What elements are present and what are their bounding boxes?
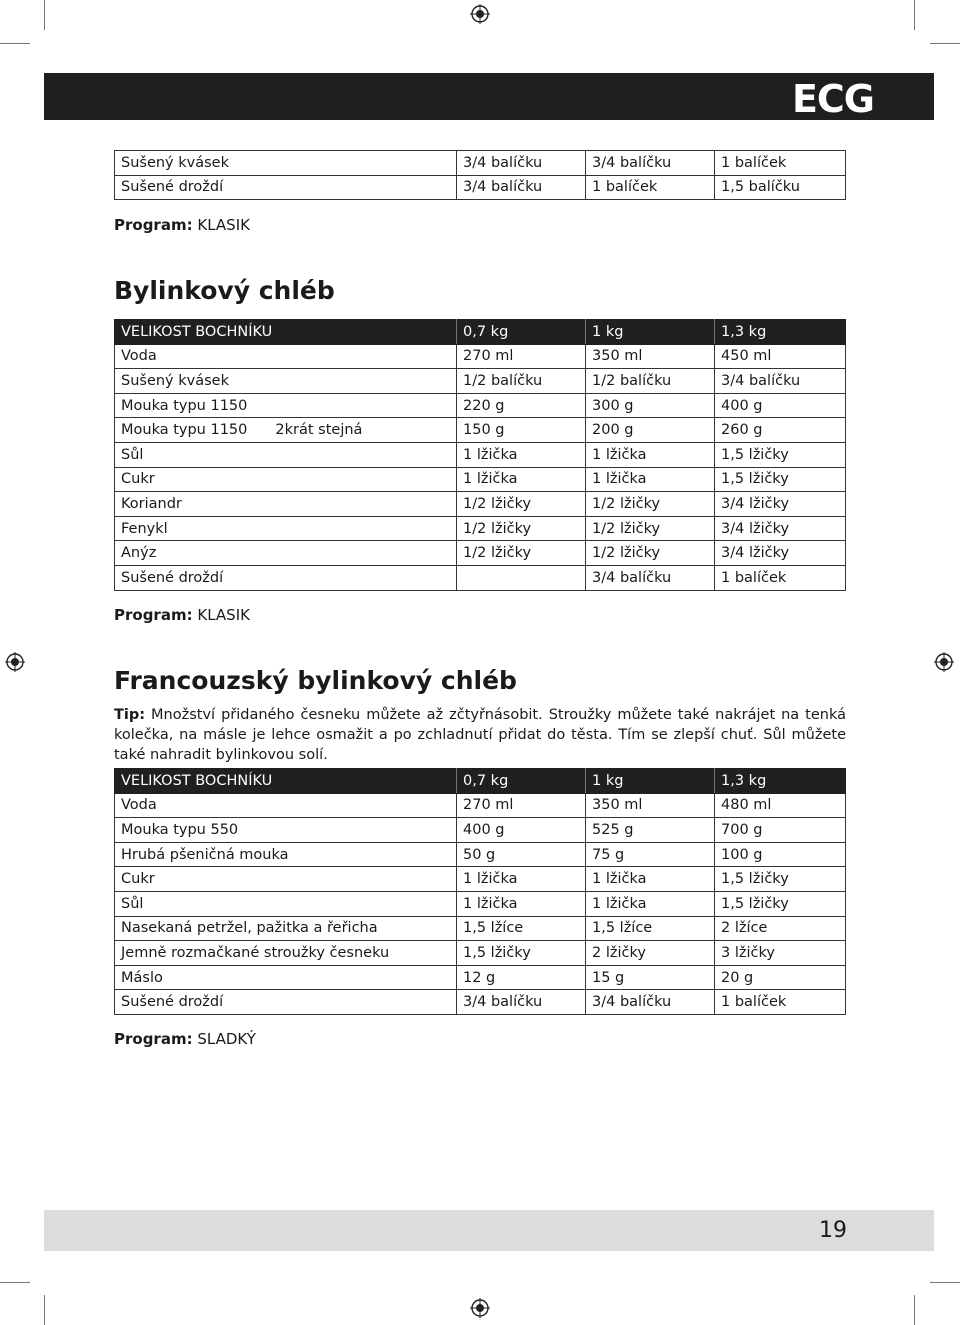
ingredient-cell: Nasekaná petržel, pažitka a řeřicha [115, 916, 457, 941]
registration-mark-icon [470, 1298, 490, 1318]
ingredient-name: Fenykl [121, 520, 168, 537]
amount-cell: 20 g [715, 965, 846, 990]
table-row [115, 369, 846, 394]
table-row [115, 516, 846, 541]
table-header-cell: 0,7 kg [457, 320, 586, 345]
table-row [115, 418, 846, 443]
ingredient-name: Cukr [121, 471, 155, 488]
amount-cell: 1 lžička [586, 891, 715, 916]
ingredient-name: Koriandr [121, 495, 182, 512]
amount-cell: 3/4 lžičky [715, 516, 846, 541]
amount-cell: 1,5 lžičky [457, 941, 586, 966]
amount-cell: 525 g [586, 818, 715, 843]
table-header-cell: 1 kg [586, 320, 715, 345]
amount-cell: 260 g [715, 418, 846, 443]
crop-mark [0, 43, 30, 44]
recipe-table [114, 319, 846, 591]
amount-cell: 1 lžička [586, 467, 715, 492]
table-header-cell: VELIKOST BOCHNÍKU [115, 320, 457, 345]
amount-cell: 3/4 balíčku [715, 369, 846, 394]
amount-cell: 1,5 balíčku [715, 175, 846, 200]
table-header-cell: VELIKOST BOCHNÍKU [115, 769, 457, 794]
ingredient-name: Anýz [121, 545, 157, 562]
program-line: Program: KLASIK [114, 606, 250, 624]
crop-mark [0, 1282, 30, 1283]
amount-cell: 1 balíček [715, 565, 846, 590]
amount-cell: 1/2 lžičky [586, 541, 715, 566]
amount-cell: 400 g [457, 818, 586, 843]
ingredient-name: Sušený kvásek [121, 372, 229, 389]
amount-cell: 270 ml [457, 344, 586, 369]
crop-mark [930, 43, 960, 44]
amount-cell: 1/2 balíčku [586, 369, 715, 394]
table-row [115, 990, 846, 1015]
amount-cell: 350 ml [586, 793, 715, 818]
ingredient-cell [115, 565, 457, 590]
amount-cell: 300 g [586, 393, 715, 418]
table-row [115, 541, 846, 566]
ingredient-cell [115, 541, 457, 566]
ingredient-cell: Sušený kvásek [115, 151, 457, 176]
registration-mark-icon [5, 652, 25, 672]
ingredient-name: Voda [121, 348, 157, 365]
table-row [115, 965, 846, 990]
table-row [115, 793, 846, 818]
ingredient-cell [115, 344, 457, 369]
amount-cell: 1 lžička [586, 442, 715, 467]
amount-cell: 400 g [715, 393, 846, 418]
program-line: Program: SLADKÝ [114, 1030, 256, 1048]
amount-cell: 1 balíček [715, 151, 846, 176]
amount-cell: 1 lžička [586, 867, 715, 892]
amount-cell: 50 g [457, 842, 586, 867]
table-header-row [115, 769, 846, 794]
amount-cell: 1 lžička [457, 867, 586, 892]
ingredient-name: Mouka typu 1150 [121, 422, 248, 439]
ingredient-name: Mouka typu 1150 [121, 397, 248, 414]
amount-cell: 2 lžičky [586, 941, 715, 966]
amount-cell: 15 g [586, 965, 715, 990]
amount-cell: 1,5 lžičky [715, 442, 846, 467]
table-row [115, 891, 846, 916]
amount-cell: 450 ml [715, 344, 846, 369]
table-row [115, 344, 846, 369]
amount-cell: 1,5 lžičky [715, 867, 846, 892]
ingredient-cell: Mouka typu 550 [115, 818, 457, 843]
amount-cell: 3/4 balíčku [457, 175, 586, 200]
tip-label: Tip: [114, 707, 146, 723]
amount-cell: 1,5 lžíce [586, 916, 715, 941]
page-number: 19 [819, 1218, 847, 1243]
ingredient-name: Sůl [121, 446, 144, 463]
amount-cell: 200 g [586, 418, 715, 443]
amount-cell: 1,5 lžíce [457, 916, 586, 941]
table-row [115, 818, 846, 843]
ingredient-cell: Voda [115, 793, 457, 818]
table-header-cell: 1,3 kg [715, 320, 846, 345]
amount-cell: 75 g [586, 842, 715, 867]
amount-cell: 270 ml [457, 793, 586, 818]
amount-cell: 700 g [715, 818, 846, 843]
table-row [115, 151, 846, 176]
table-header-cell: 0,7 kg [457, 769, 586, 794]
recipe-table-continued [114, 150, 846, 200]
ingredient-cell: Sušené droždí [115, 990, 457, 1015]
amount-cell: 220 g [457, 393, 586, 418]
table-row [115, 565, 846, 590]
amount-cell: 2 lžíce [715, 916, 846, 941]
table-row [115, 867, 846, 892]
ingredient-cell [115, 492, 457, 517]
ingredient-cell [115, 418, 457, 443]
ingredient-cell [115, 516, 457, 541]
amount-cell: 1/2 lžičky [457, 541, 586, 566]
amount-cell: 480 ml [715, 793, 846, 818]
amount-cell: 350 ml [586, 344, 715, 369]
program-line: Program: KLASIK [114, 216, 250, 234]
amount-cell: 1/2 lžičky [586, 516, 715, 541]
amount-cell: 1 balíček [586, 175, 715, 200]
amount-cell [457, 565, 586, 590]
amount-cell: 1/2 lžičky [457, 492, 586, 517]
registration-mark-icon [470, 4, 490, 24]
table-row [115, 393, 846, 418]
amount-cell: 1/2 lžičky [457, 516, 586, 541]
amount-cell: 1 balíček [715, 990, 846, 1015]
ingredient-cell: Sůl [115, 891, 457, 916]
table-row [115, 941, 846, 966]
crop-mark [914, 1295, 915, 1325]
amount-cell: 1/2 balíčku [457, 369, 586, 394]
ingredient-cell [115, 442, 457, 467]
tip-paragraph [114, 705, 846, 765]
crop-mark [914, 0, 915, 30]
tip-text: Množství přidaného česneku můžete až zčtyřnásobit. Stroužky můžete také nakrájet na tenká kolečka, na másle je lehce osmažit a po zchladnutí přidat do těsta. Tím se zlepší chuť. Sůl můžete také nahradit bylinkovou solí. [114, 707, 847, 763]
table-row [115, 442, 846, 467]
registration-mark-icon [934, 652, 954, 672]
crop-mark [44, 0, 45, 30]
recipe-title: Francouzský bylinkový chléb [114, 666, 517, 695]
amount-cell: 3/4 balíčku [586, 151, 715, 176]
amount-cell: 3/4 balíčku [457, 151, 586, 176]
amount-cell: 1,5 lžičky [715, 467, 846, 492]
amount-cell: 1 lžička [457, 891, 586, 916]
ingredient-cell [115, 467, 457, 492]
ingredient-name: Sušené droždí [121, 569, 224, 586]
amount-cell: 1,5 lžičky [715, 891, 846, 916]
ingredient-cell: Sušené droždí [115, 175, 457, 200]
table-row [115, 175, 846, 200]
amount-cell: 1 lžička [457, 467, 586, 492]
ingredient-cell [115, 369, 457, 394]
amount-cell: 100 g [715, 842, 846, 867]
ingredient-cell: Cukr [115, 867, 457, 892]
amount-cell: 3/4 balíčku [586, 565, 715, 590]
table-header-cell: 1 kg [586, 769, 715, 794]
amount-cell: 3/4 lžičky [715, 492, 846, 517]
crop-mark [930, 1282, 960, 1283]
table-row [115, 842, 846, 867]
table-header-cell: 1,3 kg [715, 769, 846, 794]
table-row [115, 916, 846, 941]
crop-mark [44, 1295, 45, 1325]
amount-cell: 12 g [457, 965, 586, 990]
ingredient-cell: Hrubá pšeničná mouka [115, 842, 457, 867]
amount-cell: 3/4 balíčku [586, 990, 715, 1015]
amount-cell: 3 lžičky [715, 941, 846, 966]
table-row [115, 492, 846, 517]
amount-cell: 1 lžička [457, 442, 586, 467]
amount-cell: 150 g [457, 418, 586, 443]
table-header-row [115, 320, 846, 345]
amount-cell: 1/2 lžičky [586, 492, 715, 517]
footer-bar [44, 1210, 934, 1251]
amount-cell: 3/4 balíčku [457, 990, 586, 1015]
ingredient-note: 2krát stejná [275, 422, 363, 439]
amount-cell: 3/4 lžičky [715, 541, 846, 566]
ingredient-cell: Máslo [115, 965, 457, 990]
brand-logo: ECG [791, 77, 874, 121]
table-row [115, 467, 846, 492]
recipe-table [114, 768, 846, 1015]
ingredient-cell [115, 393, 457, 418]
ingredient-cell: Jemně rozmačkané stroužky česneku [115, 941, 457, 966]
recipe-title: Bylinkový chléb [114, 276, 335, 305]
